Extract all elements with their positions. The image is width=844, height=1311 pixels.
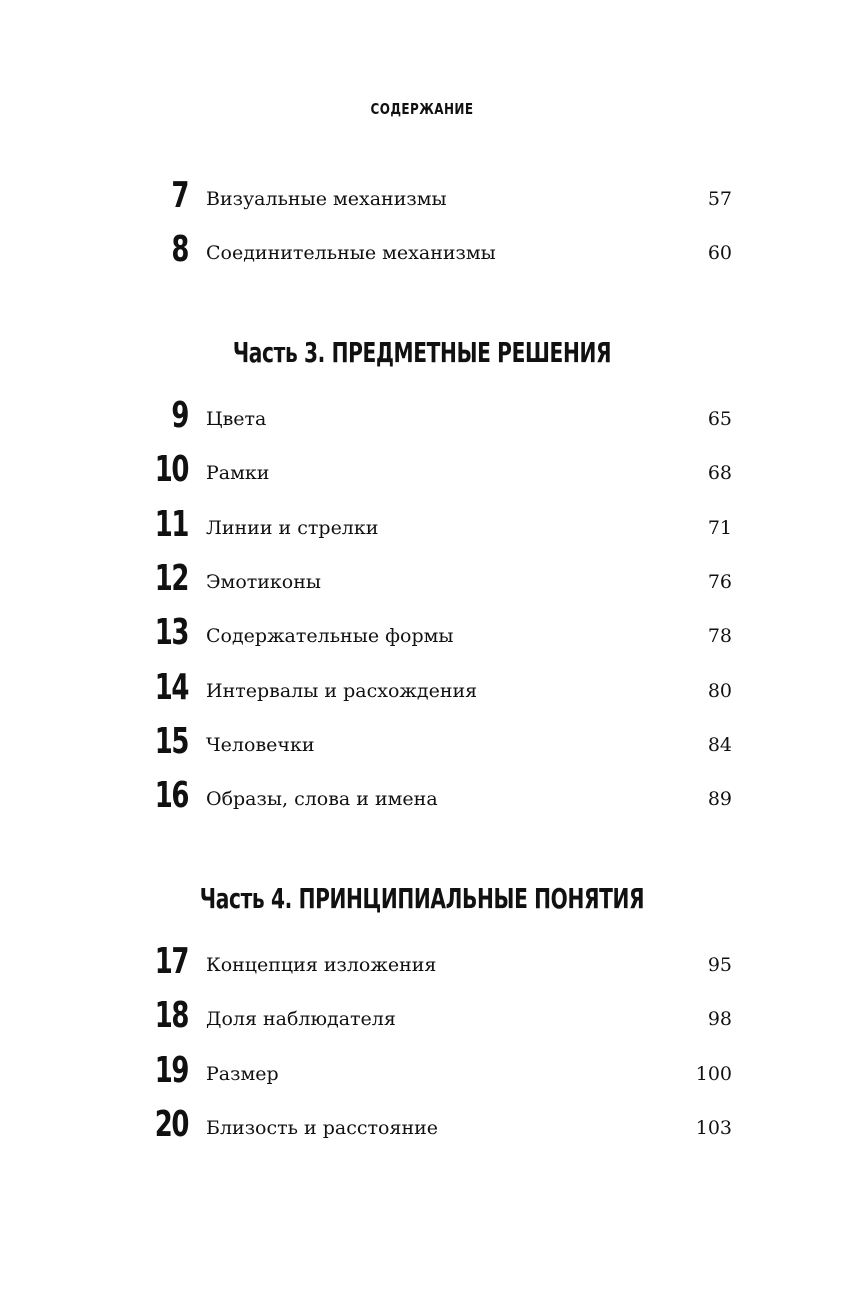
toc-entry[interactable] [0,1105,844,1155]
toc-entry[interactable] [0,1051,844,1101]
chapter-number: 10 [154,449,188,490]
toc-entry[interactable] [0,668,844,718]
page-number: 57 [707,188,732,210]
chapter-number: 19 [154,1050,188,1091]
toc-entry[interactable] [0,176,844,226]
chapter-number: 14 [154,667,188,708]
chapter-title: Размер [206,1063,279,1085]
part-title: Часть 3. ПРЕДМЕТНЫЕ РЕШЕНИЯ [232,336,612,369]
chapter-number: 12 [154,558,188,599]
page-number: 76 [707,571,732,593]
chapter-number: 18 [154,995,188,1036]
chapter-title: Эмотиконы [206,571,322,593]
chapter-number: 13 [154,612,188,653]
chapter-number: 9 [171,395,188,436]
chapter-title: Рамки [206,462,270,484]
page-number: 100 [695,1063,732,1085]
toc-entry[interactable] [0,559,844,609]
chapter-number: 11 [154,504,188,545]
chapter-number: 15 [154,721,188,762]
chapter-title: Доля наблюдателя [206,1008,396,1030]
page-header: СОДЕРЖАНИЕ [370,100,474,118]
page-number: 60 [707,242,732,264]
toc-entry[interactable] [0,230,844,280]
toc-entry[interactable] [0,450,844,500]
chapter-title: Образы, слова и имена [206,788,438,810]
chapter-title: Человечки [206,734,315,756]
toc-entry[interactable] [0,942,844,992]
page-number: 65 [707,408,732,430]
page-number: 84 [707,734,732,756]
chapter-title: Содержательные формы [206,625,454,647]
chapter-title: Визуальные механизмы [206,188,447,210]
chapter-title: Линии и стрелки [206,517,379,539]
toc-entry[interactable] [0,996,844,1046]
page-number: 98 [707,1008,732,1030]
chapter-title: Концепция изложения [206,954,437,976]
page-number: 89 [707,788,732,810]
chapter-number: 20 [154,1104,188,1145]
toc-entry[interactable] [0,505,844,555]
chapter-number: 7 [171,175,188,216]
toc-entry[interactable] [0,776,844,826]
page-number: 71 [707,517,732,539]
chapter-title: Интервалы и расхождения [206,680,478,702]
toc-entry[interactable] [0,396,844,446]
toc-entry[interactable] [0,613,844,663]
chapter-title: Близость и расстояние [206,1117,439,1139]
page-number: 80 [707,680,732,702]
chapter-number: 17 [154,941,188,982]
chapter-title: Соединительные механизмы [206,242,496,264]
page-number: 78 [707,625,732,647]
chapter-number: 8 [171,229,188,270]
chapter-title: Цвета [206,408,267,430]
page-number: 68 [707,462,732,484]
page-number: 103 [695,1117,732,1139]
page-number: 95 [707,954,732,976]
chapter-number: 16 [154,775,188,816]
toc-entry[interactable] [0,722,844,772]
part-title: Часть 4. ПРИНЦИПИАЛЬНЫЕ ПОНЯТИЯ [199,882,645,915]
